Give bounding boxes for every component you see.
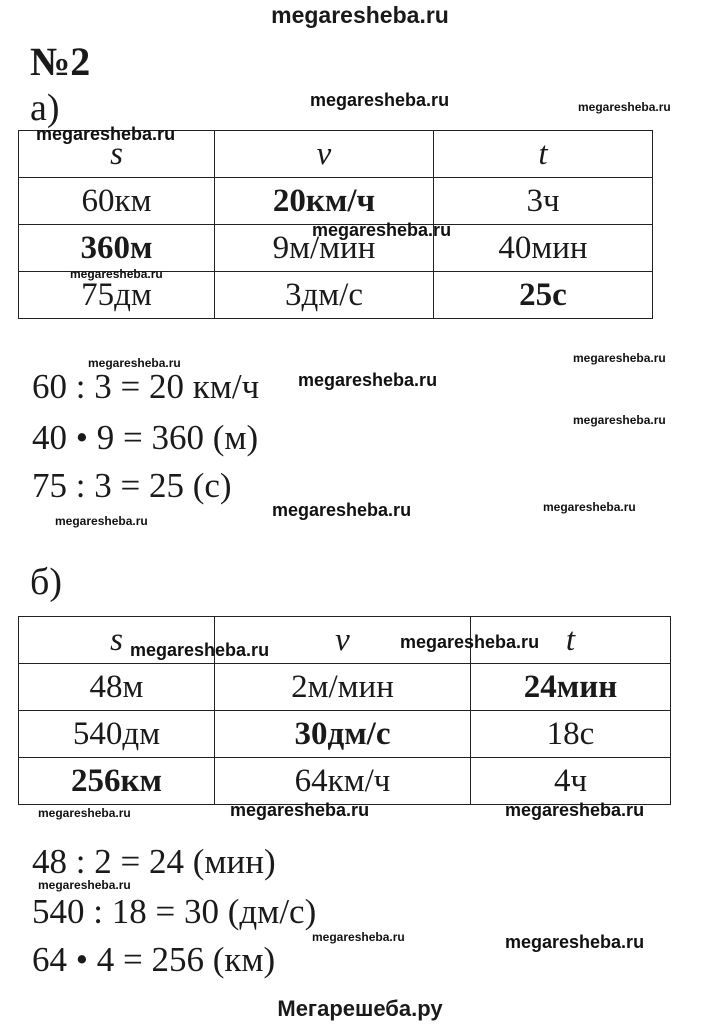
part-b-label: б): [30, 561, 62, 603]
cell-t: 3ч: [434, 178, 653, 225]
watermark: megaresheba.ru: [573, 413, 666, 427]
task-number: №2: [30, 39, 91, 84]
cell-t: 24мин: [471, 664, 671, 711]
cell-s: 360м: [19, 225, 215, 272]
watermark: megaresheba.ru: [70, 267, 163, 281]
equation-a-3: 75 : 3 = 25 (с): [32, 466, 232, 505]
watermark: megaresheba.ru: [310, 90, 450, 110]
header-t: t: [434, 131, 653, 178]
watermark: megaresheba.ru: [505, 932, 645, 952]
cell-v: 30дм/с: [215, 711, 471, 758]
watermark: megaresheba.ru: [36, 124, 176, 144]
table-row: [19, 758, 671, 805]
part-a-label: а): [30, 87, 60, 129]
table-b: [18, 616, 671, 805]
header-v: v: [215, 131, 434, 178]
watermark: megaresheba.ru: [312, 930, 405, 944]
cell-t: 40мин: [434, 225, 653, 272]
table-b-header-row: [19, 617, 671, 664]
header-t: t: [471, 617, 671, 664]
watermark: megaresheba.ru: [38, 806, 131, 820]
cell-v: 20км/ч: [215, 178, 434, 225]
table-row: [19, 711, 671, 758]
cell-t: 18с: [471, 711, 671, 758]
cell-v: 64км/ч: [215, 758, 471, 805]
cell-v: 9м/мин: [215, 225, 434, 272]
watermark: megaresheba.ru: [505, 800, 645, 820]
watermark: megaresheba.ru: [230, 800, 370, 820]
watermark: megaresheba.ru: [38, 878, 131, 892]
cell-s: 48м: [19, 664, 215, 711]
equation-a-1: 60 : 3 = 20 км/ч: [32, 367, 260, 406]
header-v: v: [215, 617, 471, 664]
watermark: megaresheba.ru: [400, 632, 540, 652]
header-s: s: [19, 617, 215, 664]
watermark: megaresheba.ru: [543, 500, 636, 514]
watermark: megaresheba.ru: [573, 351, 666, 365]
cell-v: 2м/мин: [215, 664, 471, 711]
cell-s: 540дм: [19, 711, 215, 758]
cell-v: 3дм/с: [215, 272, 434, 319]
watermark: megaresheba.ru: [578, 100, 671, 114]
equation-a-2: 40 • 9 = 360 (м): [32, 418, 259, 457]
header-watermark: megaresheba.ru: [271, 2, 449, 28]
watermark: megaresheba.ru: [272, 500, 412, 520]
watermark: megaresheba.ru: [88, 356, 181, 370]
equation-b-1: 48 : 2 = 24 (мин): [32, 842, 276, 881]
cell-t: 25с: [434, 272, 653, 319]
equation-b-3: 64 • 4 = 256 (км): [32, 940, 276, 979]
watermark: megaresheba.ru: [312, 220, 452, 240]
cell-s: 60км: [19, 178, 215, 225]
watermark: megaresheba.ru: [298, 370, 438, 390]
table-row: [19, 664, 671, 711]
equation-b-2: 540 : 18 = 30 (дм/с): [32, 892, 317, 931]
header-s: s: [19, 131, 215, 178]
footer-watermark: Мегарешеба.ру: [277, 996, 443, 1021]
cell-s: 256км: [19, 758, 215, 805]
cell-t: 4ч: [471, 758, 671, 805]
cell-s: 75дм: [19, 272, 215, 319]
watermark: megaresheba.ru: [55, 514, 148, 528]
table-row: [19, 178, 653, 225]
watermark: megaresheba.ru: [130, 640, 270, 660]
